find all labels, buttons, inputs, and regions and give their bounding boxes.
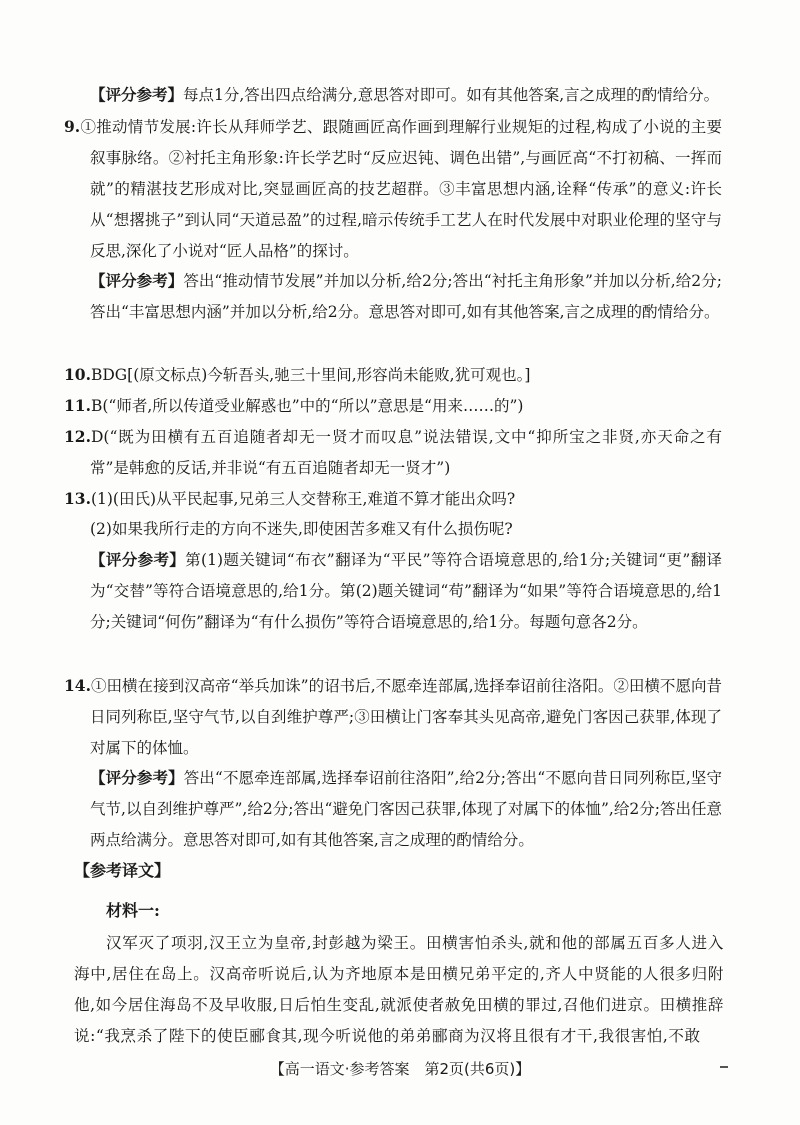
translation-subheading: 材料一: [106, 901, 160, 920]
question-13-score-note [90, 545, 722, 638]
score-note-previous [90, 80, 722, 111]
question-number: 12. [64, 427, 91, 446]
question-11-answer [64, 390, 722, 422]
answer-text: B(“师者,所以传道受业解惑也”中的“所以”意思是“用来……的”) [90, 397, 524, 415]
answer-text: (2)如果我所行走的方向不迷失,即使困苦多难又有什么损伤呢? [90, 520, 513, 538]
answer-text: D(“既为田横有五百追随者却无一贤才而叹息”说法错误,文中“抑所宝之非贤,亦天命之有常”是韩愈的反话,并非说“有五百追随者却无一贤才”) [90, 428, 722, 477]
question-14-score-note [90, 763, 722, 856]
page-footer: 【高一语文·参考答案 第2页(共6页)】 [269, 1060, 531, 1078]
score-tag: 【评分参考】 [90, 551, 186, 569]
score-text: 每点1分,答出四点给满分,意思答对即可。如有其他答案,言之成理的酌情给分。 [183, 86, 720, 104]
answer-text: BDG[(原文标点)今斩吾头,驰三十里间,形容尚未能败,犹可观也。] [90, 366, 531, 384]
question-number: 14. [64, 676, 91, 695]
question-14-answer [64, 670, 722, 764]
score-tag: 【评分参考】 [90, 272, 184, 290]
question-13-answer-1 [64, 483, 722, 515]
question-9-answer [64, 111, 722, 267]
question-number: 9. [64, 117, 81, 136]
question-13-answer-2 [90, 514, 722, 545]
score-tag: 【评分参考】 [90, 86, 184, 104]
translation-heading: 【参考译文】 [74, 861, 171, 880]
corner-mark [720, 1066, 728, 1068]
answer-text: ①推动情节发展:许长从拜师学艺、跟随画匠高作画到理解行业规矩的过程,构成了小说的主要叙事脉络。②衬托主角形象:许长学艺时“反应迟钝、调色出错”,与画匠高“不打初稿、一挥而就”的精湛技艺形成对比,突显画匠高的技艺超群。③丰富思想内涵,诠释“传承”的意义:许长从“想撂挑子”到认同“天道忌盈”的过程,暗示传统手工艺人在时代发展中对职业伦理的坚守与反思,深化了小说对“匠人品格”的探讨。 [80, 118, 722, 260]
question-10-answer [64, 359, 722, 391]
answer-text: ①田横在接到汉高帝“举兵加诛”的诏书后,不愿牵连部属,选择奉诏前往洛阳。②田横不愿向昔日同列称臣,坚守气节,以自刭维护尊严;③田横让门客奉其头见高帝,避免门客因己获罪,体现了对属下的体恤。 [90, 677, 722, 757]
question-9-score-note [90, 266, 722, 328]
question-number: 10. [64, 365, 91, 384]
question-12-answer [64, 421, 722, 484]
translation-text: 汉军灭了项羽,汉王立为皇帝,封彭越为梁王。田横害怕杀头,就和他的部属五百多人进入海中,居住在岛上。汉高帝听说后,认为齐地原本是田横兄弟平定的,齐人中贤能的人很多归附他,如今居住海岛不及早收服,日后怕生变乱,就派使者赦免田横的罪过,召他们进京。田横推辞说:“我烹杀了陛下的使臣郦食其,现今听说他的弟弟郦商为汉将且很有才干,我很害怕,不敢 [74, 934, 725, 1045]
question-number: 13. [64, 489, 91, 508]
score-text: 答出“推动情节发展”并加以分析,给2分;答出“衬托主角形象”并加以分析,给2分;答出“丰富思想内涵”并加以分析,给2分。意思答对即可,如有其他答案,言之成理的酌情给分。 [90, 272, 722, 321]
answer-text: (1)(田氏)从平民起事,兄弟三人交替称王,难道不算才能出众吗? [90, 490, 516, 508]
score-text: 第(1)题关键词“布衣”翻译为“平民”等符合语境意思的,给1分;关键词“更”翻译为“交替”等符合语境意思的,给1分。第(2)题关键词“苟”翻译为“如果”等符合语境意思的,给1分;关键词“何伤”翻译为“有什么损伤”等符合语境意思的,给1分。每题句意各2分。 [90, 551, 722, 631]
score-tag: 【评分参考】 [90, 769, 184, 787]
score-text: 答出“不愿牵连部属,选择奉诏前往洛阳”,给2分;答出“不愿向昔日同列称臣,坚守气节,以自刭维护尊严”,给2分;答出“避免门客因己获罪,体现了对属下的体恤”,给2分;答出任意两点给满分。意思答对即可,如有其他答案,言之成理的酌情给分。 [90, 769, 722, 849]
question-number: 11. [64, 396, 91, 415]
